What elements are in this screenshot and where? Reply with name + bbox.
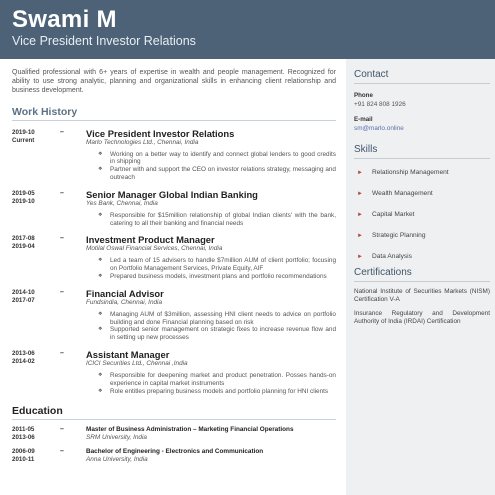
job-company: Yes Bank, Chennai, India [86,199,158,207]
job-company: Marlo Technologies Ltd., Chennai, India [86,138,199,146]
job-dates [12,350,62,366]
job-bullet: ❖ Responsible for deepening market and product penetration. Posses hands-on experience in capital market instruments [98,372,336,388]
job-start-date: 2017-08 [12,235,35,243]
job-entry [12,349,336,395]
email-label: E-mail [354,116,373,123]
education-entry [12,426,336,442]
work-history-heading: Work History [12,106,336,121]
main-column [12,68,336,464]
job-start-date: 2019-10 [12,128,35,136]
job-entry [12,128,336,182]
certification-item: Insurance Regulatory and Development Authority of India (IRDAI) Certification [354,310,490,325]
education-start-date: 2006-09 [12,448,35,456]
job-title: Assistant Manager [86,348,170,360]
sidebar [346,59,495,495]
skills-section [354,144,490,274]
dash-separator: – [60,288,64,296]
job-dates [12,235,62,251]
job-end-date: 2014-02 [12,357,35,365]
dash-separator: – [60,426,64,434]
job-company: Motilal Oswal Financial Services, Chennai, India [86,245,223,253]
job-end-date: 2019-10 [12,197,35,205]
contact-heading: Contact [354,69,490,84]
phone-label: Phone [354,92,373,99]
education-dates [12,426,62,442]
certifications-heading: Certifications [354,267,490,282]
skill-label: Data Analysis [372,253,412,260]
job-entry [12,288,336,342]
job-dates [12,129,62,145]
job-title: Financial Advisor [86,287,164,299]
job-title: Investment Product Manager [86,234,215,246]
candidate-role: Vice President Investor Relations [12,34,196,48]
certifications-section [354,267,490,326]
education-school: Anna University, India [86,456,148,464]
education-heading: Education [12,405,336,420]
dash-separator: – [60,448,64,456]
skill-bullet-icon: ► [357,212,363,218]
job-dates [12,289,62,305]
job-bullet: ❖ Role entitles preparing business models and portfolio planning for HNI clients [98,388,336,396]
skill-label: Capital Market [372,211,415,218]
job-company: Fundsindia, Chennai, India [86,298,163,306]
skill-item [354,190,490,211]
job-end-date: 2017-07 [12,296,35,304]
education-school: SRM University, India [86,434,147,442]
professional-summary: Qualified professional with 6+ years of expertise in wealth and people management. Recognized for ability to use strong analytic, planning and organizational skills in enhancing client relationship and business development. [12,69,336,95]
job-company: ICICI Securities Ltd., Chennai ,India [86,359,188,367]
job-entry [12,189,336,228]
education-end-date: 2013-06 [12,434,35,442]
email-link[interactable]: sm@marlo.online [354,125,404,132]
skills-heading: Skills [354,144,490,159]
skill-item [354,232,490,253]
job-entry [12,234,336,280]
skill-bullet-icon: ► [357,254,363,260]
job-start-date: 2014-10 [12,288,35,296]
job-end-date: Current [12,136,35,144]
education-degree: Master of Business Administration – Marketing Financial Operations [86,426,294,434]
phone-value: +91 824 808 1926 [354,101,406,108]
education-dates [12,448,62,464]
job-dates [12,190,62,206]
job-end-date: 2019-04 [12,243,35,251]
skill-label: Strategic Planning [372,232,426,239]
skill-bullet-icon: ► [357,170,363,176]
skill-item [354,211,490,232]
skill-label: Wealth Management [372,190,433,197]
job-bullet: ❖ Managing AUM of $3million, assessing HNI client needs to advice on portfolio building and done Financial planning based on risk [98,311,336,327]
skill-bullet-icon: ► [357,233,363,239]
dash-separator: – [60,189,64,197]
education-entry [12,448,336,464]
skill-label: Relationship Management [372,169,449,176]
skill-bullet-icon: ► [357,191,363,197]
contact-section [354,69,490,132]
certification-item: National Institute of Securities Markets (NISM) Certification V-A [354,288,490,303]
job-start-date: 2019-05 [12,189,35,197]
job-bullet: ❖ Partner with and support the CEO on investor relations strategy, messaging and outreach [98,166,336,182]
skill-item [354,169,490,190]
dash-separator: – [60,349,64,357]
job-start-date: 2013-06 [12,349,35,357]
dash-separator: – [60,235,64,243]
job-bullet: ❖ Supported senior management on strategic fixes to increase revenue flow and in setting up new processes [98,326,336,342]
job-title: Senior Manager Global Indian Banking [86,188,258,200]
education-end-date: 2010-11 [12,456,35,464]
education-start-date: 2011-05 [12,426,35,434]
education-degree: Bachelor of Engineering - Electronics and Communication [86,448,264,456]
job-bullet: ❖ Prepared business models, investment plans and portfolio recommendations [98,273,336,281]
job-bullet: ❖ Led a team of 15 advisers to handle $7million AUM of client portfolio; focusing on Portfolio Management Services, Private Equity, AIF [98,257,336,273]
resume-header [0,0,495,59]
candidate-name: Swami M [12,6,117,33]
dash-separator: – [60,128,64,136]
job-title: Vice President Investor Relations [86,127,235,139]
job-bullet: ❖ Responsible for $15million relationship of global Indian clients' with the bank, catering to all their banking and financial needs [98,212,336,228]
job-bullet: ❖ Working on a better way to identify and connect global lenders to good credits in shipping [98,151,336,167]
